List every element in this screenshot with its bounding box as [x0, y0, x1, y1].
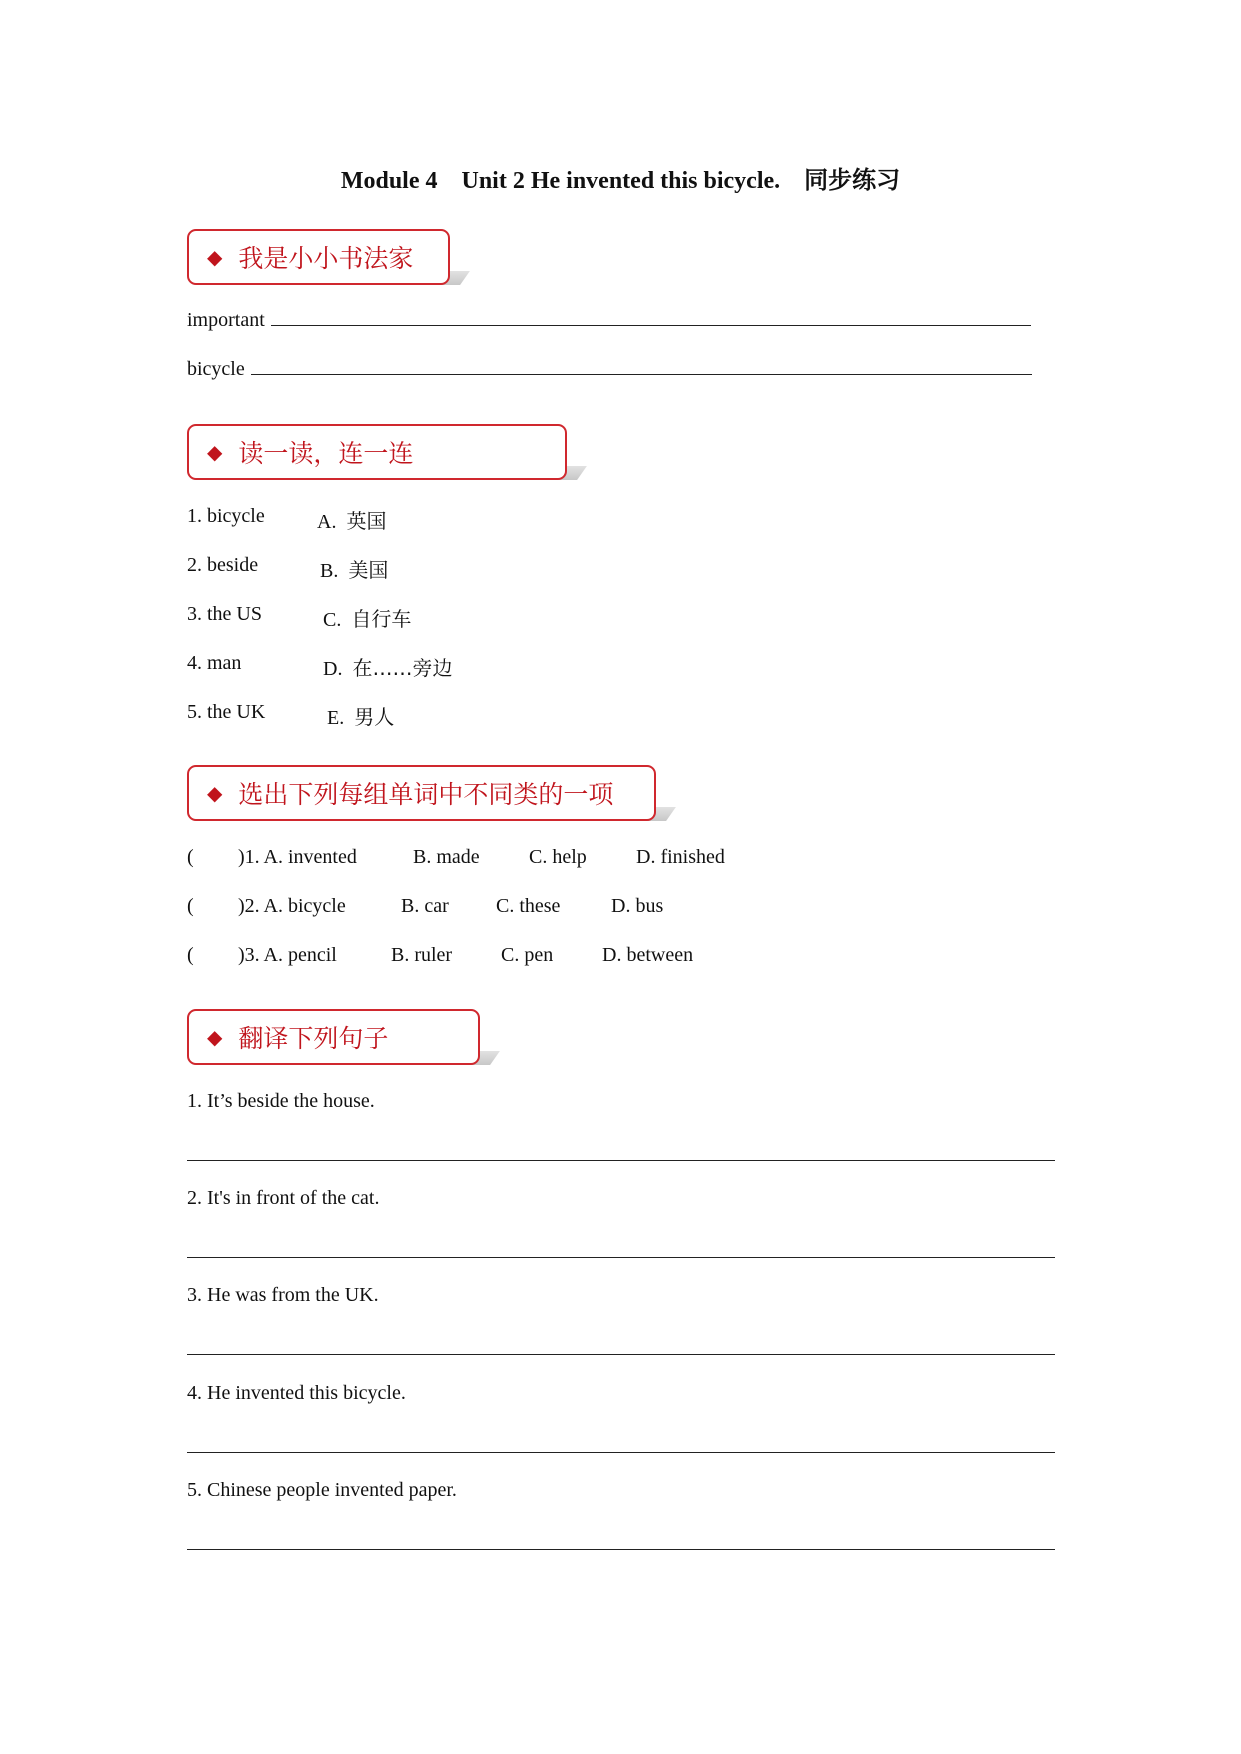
writing-blank[interactable] [271, 325, 1031, 326]
question-option-a: )1. A. invented [238, 846, 357, 868]
diamond-icon: ◆ [207, 245, 223, 269]
option-text: 美国 [348, 558, 389, 582]
answer-line-4[interactable] [187, 1452, 1055, 1453]
answer-line-5[interactable] [187, 1549, 1055, 1550]
match-right-e [327, 701, 394, 730]
sentence-2: 2. It's in front of the cat. [187, 1187, 380, 1209]
sentence-5: 5. Chinese people invented paper. [187, 1479, 457, 1501]
title-unit: Unit 2 He invented this bicycle. [461, 168, 781, 194]
section-2-label-box [187, 424, 567, 480]
question-option-a: )2. A. bicycle [238, 895, 346, 917]
option-text: 男人 [354, 705, 395, 729]
question-option-c: C. pen [501, 944, 554, 966]
answer-line-1[interactable] [187, 1160, 1055, 1161]
sentence-1: 1. It’s beside the house. [187, 1090, 375, 1112]
copy-line-important [187, 309, 1031, 332]
match-right-a [317, 505, 386, 534]
sentence-4: 4. He invented this bicycle. [187, 1382, 406, 1404]
title-suffix: 同步练习 [804, 166, 901, 194]
section-4-label-box [187, 1009, 480, 1065]
match-left-1: 1. bicycle [187, 505, 265, 527]
section-3-heading: 选出下列每组单词中不同类的一项 [238, 780, 614, 809]
match-right-d [323, 652, 452, 681]
section-1-heading: 我是小小书法家 [238, 244, 414, 273]
question-option-d: D. finished [636, 846, 725, 868]
question-option-c: C. these [496, 895, 561, 917]
match-right-b [320, 554, 388, 583]
match-left-5: 5. the UK [187, 701, 266, 723]
option-text: 英国 [346, 509, 387, 533]
question-option-b: B. made [413, 846, 480, 868]
section-4-heading: 翻译下列句子 [238, 1024, 389, 1053]
page-title [0, 160, 1241, 195]
copy-line-bicycle [187, 358, 1032, 381]
sentence-3: 3. He was from the UK. [187, 1284, 379, 1306]
diamond-icon: ◆ [207, 781, 223, 805]
section-3-label-box [187, 765, 656, 821]
question-option-d: D. between [602, 944, 694, 966]
match-left-3: 3. the US [187, 603, 262, 625]
copy-word: bicycle [187, 358, 245, 380]
match-left-4: 4. man [187, 652, 242, 674]
answer-line-3[interactable] [187, 1354, 1055, 1355]
answer-paren[interactable]: ( [187, 846, 194, 868]
diamond-icon: ◆ [207, 1025, 223, 1049]
option-text: 在……旁边 [352, 656, 453, 680]
match-left-2: 2. beside [187, 554, 259, 576]
answer-line-2[interactable] [187, 1257, 1055, 1258]
question-option-d: D. bus [611, 895, 664, 917]
option-letter: B. [320, 560, 339, 582]
option-letter: D. [323, 658, 343, 680]
title-module: Module 4 [340, 168, 438, 194]
option-letter: E. [327, 707, 345, 729]
diamond-icon: ◆ [207, 440, 223, 464]
question-option-b: B. car [401, 895, 449, 917]
section-1-label-box [187, 229, 450, 285]
option-letter: C. [323, 609, 342, 631]
question-option-b: B. ruler [391, 944, 453, 966]
match-right-c [323, 603, 411, 632]
writing-blank[interactable] [251, 374, 1032, 375]
copy-word: important [187, 309, 265, 331]
question-option-a: )3. A. pencil [238, 944, 337, 966]
question-option-c: C. help [529, 846, 587, 868]
option-text: 自行车 [351, 607, 412, 631]
answer-paren[interactable]: ( [187, 944, 194, 966]
section-2-heading: 读一读，连一连 [238, 439, 414, 468]
option-letter: A. [317, 511, 337, 533]
answer-paren[interactable]: ( [187, 895, 194, 917]
